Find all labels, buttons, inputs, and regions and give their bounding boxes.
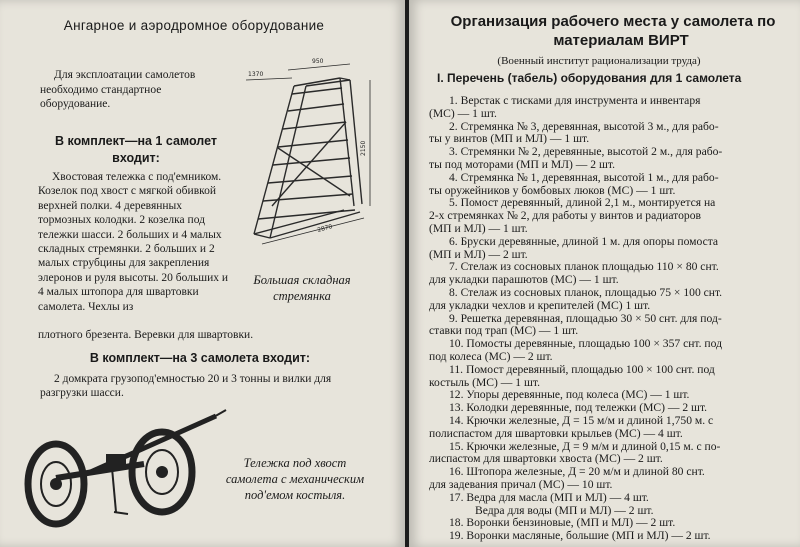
equipment-list-line: 18. Воронки бензиновые, (МП и МЛ) — 2 шт.	[449, 516, 676, 530]
equipment-list-line: 3. Стремянки № 2, деревянные, высотой 2 м., для рабо-	[449, 145, 723, 159]
section1-heading: В комплект—на 1 самолет входит:	[54, 134, 217, 165]
tail-cart-illustration	[16, 400, 232, 532]
equipment-list-line: ставки под трап (МС) — 1 шт.	[429, 324, 579, 338]
ladder-caption: Большая складная стремянка	[253, 273, 351, 303]
dimension-label: 2870	[316, 223, 334, 234]
section1-body-tail: плотного брезента. Веревки для швартовки.	[38, 329, 254, 341]
ladder-illustration	[232, 56, 374, 248]
equipment-list-line: 5. Помост деревянный, длиной 2,1 м., монтируется на	[449, 196, 716, 210]
dimension-label: 950	[312, 58, 324, 65]
dimension-label: 1370	[248, 71, 264, 78]
intro-paragraph: Для эксплоатации самолетов необходимо стандартное оборудование.	[40, 69, 196, 110]
equipment-list-line: 16. Штопора железные, Д = 20 м/м и длиной 80 снт.	[449, 465, 705, 479]
dimension-label: 2150	[360, 140, 367, 156]
equipment-list-line: (МС) — 1 шт.	[429, 106, 497, 120]
equipment-list-line: ты у винтов (МП и МЛ) — 1 шт.	[429, 132, 590, 146]
right-title-line2: материалам ВИРТ	[553, 32, 689, 49]
equipment-list-line: для укладки чехлов и крепителей (МС) 1 шт.	[429, 298, 651, 312]
equipment-list-line: полиспастом для швартовки крыльев (МС) — 4 шт.	[429, 426, 683, 440]
section2-heading: В комплект—на 3 самолета входит:	[89, 351, 311, 365]
section2-body: 2 домкрата грузопод'емностью 20 и 3 тонны и вилки для разгрузки шасси.	[40, 373, 332, 400]
left-page-title: Ангарное и аэродромное оборудование	[63, 18, 325, 33]
equipment-list-line: 7. Стелаж из сосновых планок площадью 110 × 80 снт.	[449, 260, 719, 274]
equipment-list-line: (МП и МЛ) — 2 шт.	[429, 247, 528, 261]
equipment-list-line: для укладки парашютов (МС) — 1 шт.	[429, 273, 619, 287]
equipment-list-line: 15. Крючки железные, Д = 9 м/м и длиной 0,15 м. с по-	[449, 439, 721, 453]
equipment-list-line: 10. Помосты деревянные, площадью 100 × 357 снт. под	[449, 337, 722, 351]
equipment-list-line: костыль (МС) — 1 шт.	[429, 375, 540, 389]
equipment-list-line: 17. Ведра для масла (МП и МЛ) — 4 шт.	[449, 490, 649, 504]
equipment-list	[429, 94, 800, 544]
equipment-list-line: 12. Упоры деревянные, под колеса (МС) — 1 шт.	[449, 388, 690, 402]
equipment-list-line: 2-х стремянках № 2, для работы у винтов и радиаторов	[429, 209, 701, 223]
equipment-list-line: для задевания причал (МС) — 10 шт.	[429, 478, 613, 491]
equipment-list-line: ты оружейников у бомбовых люков (МС) — 1 шт.	[429, 183, 676, 197]
equipment-list-line: 13. Колодки деревянные, под тележки (МС) — 2 шт.	[449, 401, 708, 415]
equipment-list-line: Ведра для воды (МП и МЛ) — 2 шт.	[475, 503, 654, 517]
institute-subtitle: (Военный институт рационализации труда)	[497, 55, 701, 67]
equipment-list-line: 4. Стремянка № 1, деревянная, высотой 1 м., для рабо-	[449, 170, 719, 184]
equipment-list-line: 14. Крючки железные, Д = 15 м/м и длиной 1,750 м. с	[449, 414, 714, 427]
equipment-list-line: (МП и МЛ) — 1 шт.	[429, 222, 528, 235]
equipment-list-title: I. Перечень (табель) оборудования для 1 самолета	[437, 71, 742, 85]
equipment-list-line: 2. Стремянка № 3, деревянная, высотой 3 м., для рабо-	[449, 119, 719, 133]
right-title-line1: Организация рабочего места у самолета по	[450, 13, 776, 30]
section1-body: Хвостовая тележка с под'емником. Козелок под хвост с мягкой обивкой верхней полки. 4 деревянных тормозных колодки. 2 козелка под тележки шасси. 2 больших и 4 малых складных стремянки. 2 больших и 2 малых струбцины для закрепления элеронов и руля высоты. 20 больших и 4 малых штопора для швартовки самолета. Чехлы из	[38, 171, 229, 313]
right-page-title	[427, 12, 799, 50]
equipment-list-line: 11. Помост деревянный, площадью 100 × 100 снт. под	[449, 362, 715, 376]
equipment-list-line: 1. Верстак с тисками для инструмента и инвентаря	[449, 94, 701, 107]
right-page	[409, 0, 800, 547]
equipment-list-line: 6. Бруски деревянные, длиной 1 м. для опоры помоста	[449, 234, 719, 248]
equipment-list-line: ты под моторами (МП и МЛ) — 2 шт.	[429, 158, 615, 171]
cart-caption: Тележка под хвост самолета с механическим под'емом костыля.	[225, 456, 365, 502]
equipment-list-line: 9. Решетка деревянная, площадью 30 × 50 снт. для под-	[449, 311, 722, 325]
equipment-list-line: под колеса (МС) — 2 шт.	[429, 350, 553, 363]
equipment-list-line: лиспастом для швартовки хвоста (МС) — 2 шт.	[429, 452, 663, 466]
equipment-list-line: 8. Стелаж из сосновых планок, площадью 75 × 100 снт.	[449, 286, 723, 299]
equipment-list-line: 19. Воронки масляные, большие (МП и МЛ) — 2 шт.	[449, 529, 711, 543]
